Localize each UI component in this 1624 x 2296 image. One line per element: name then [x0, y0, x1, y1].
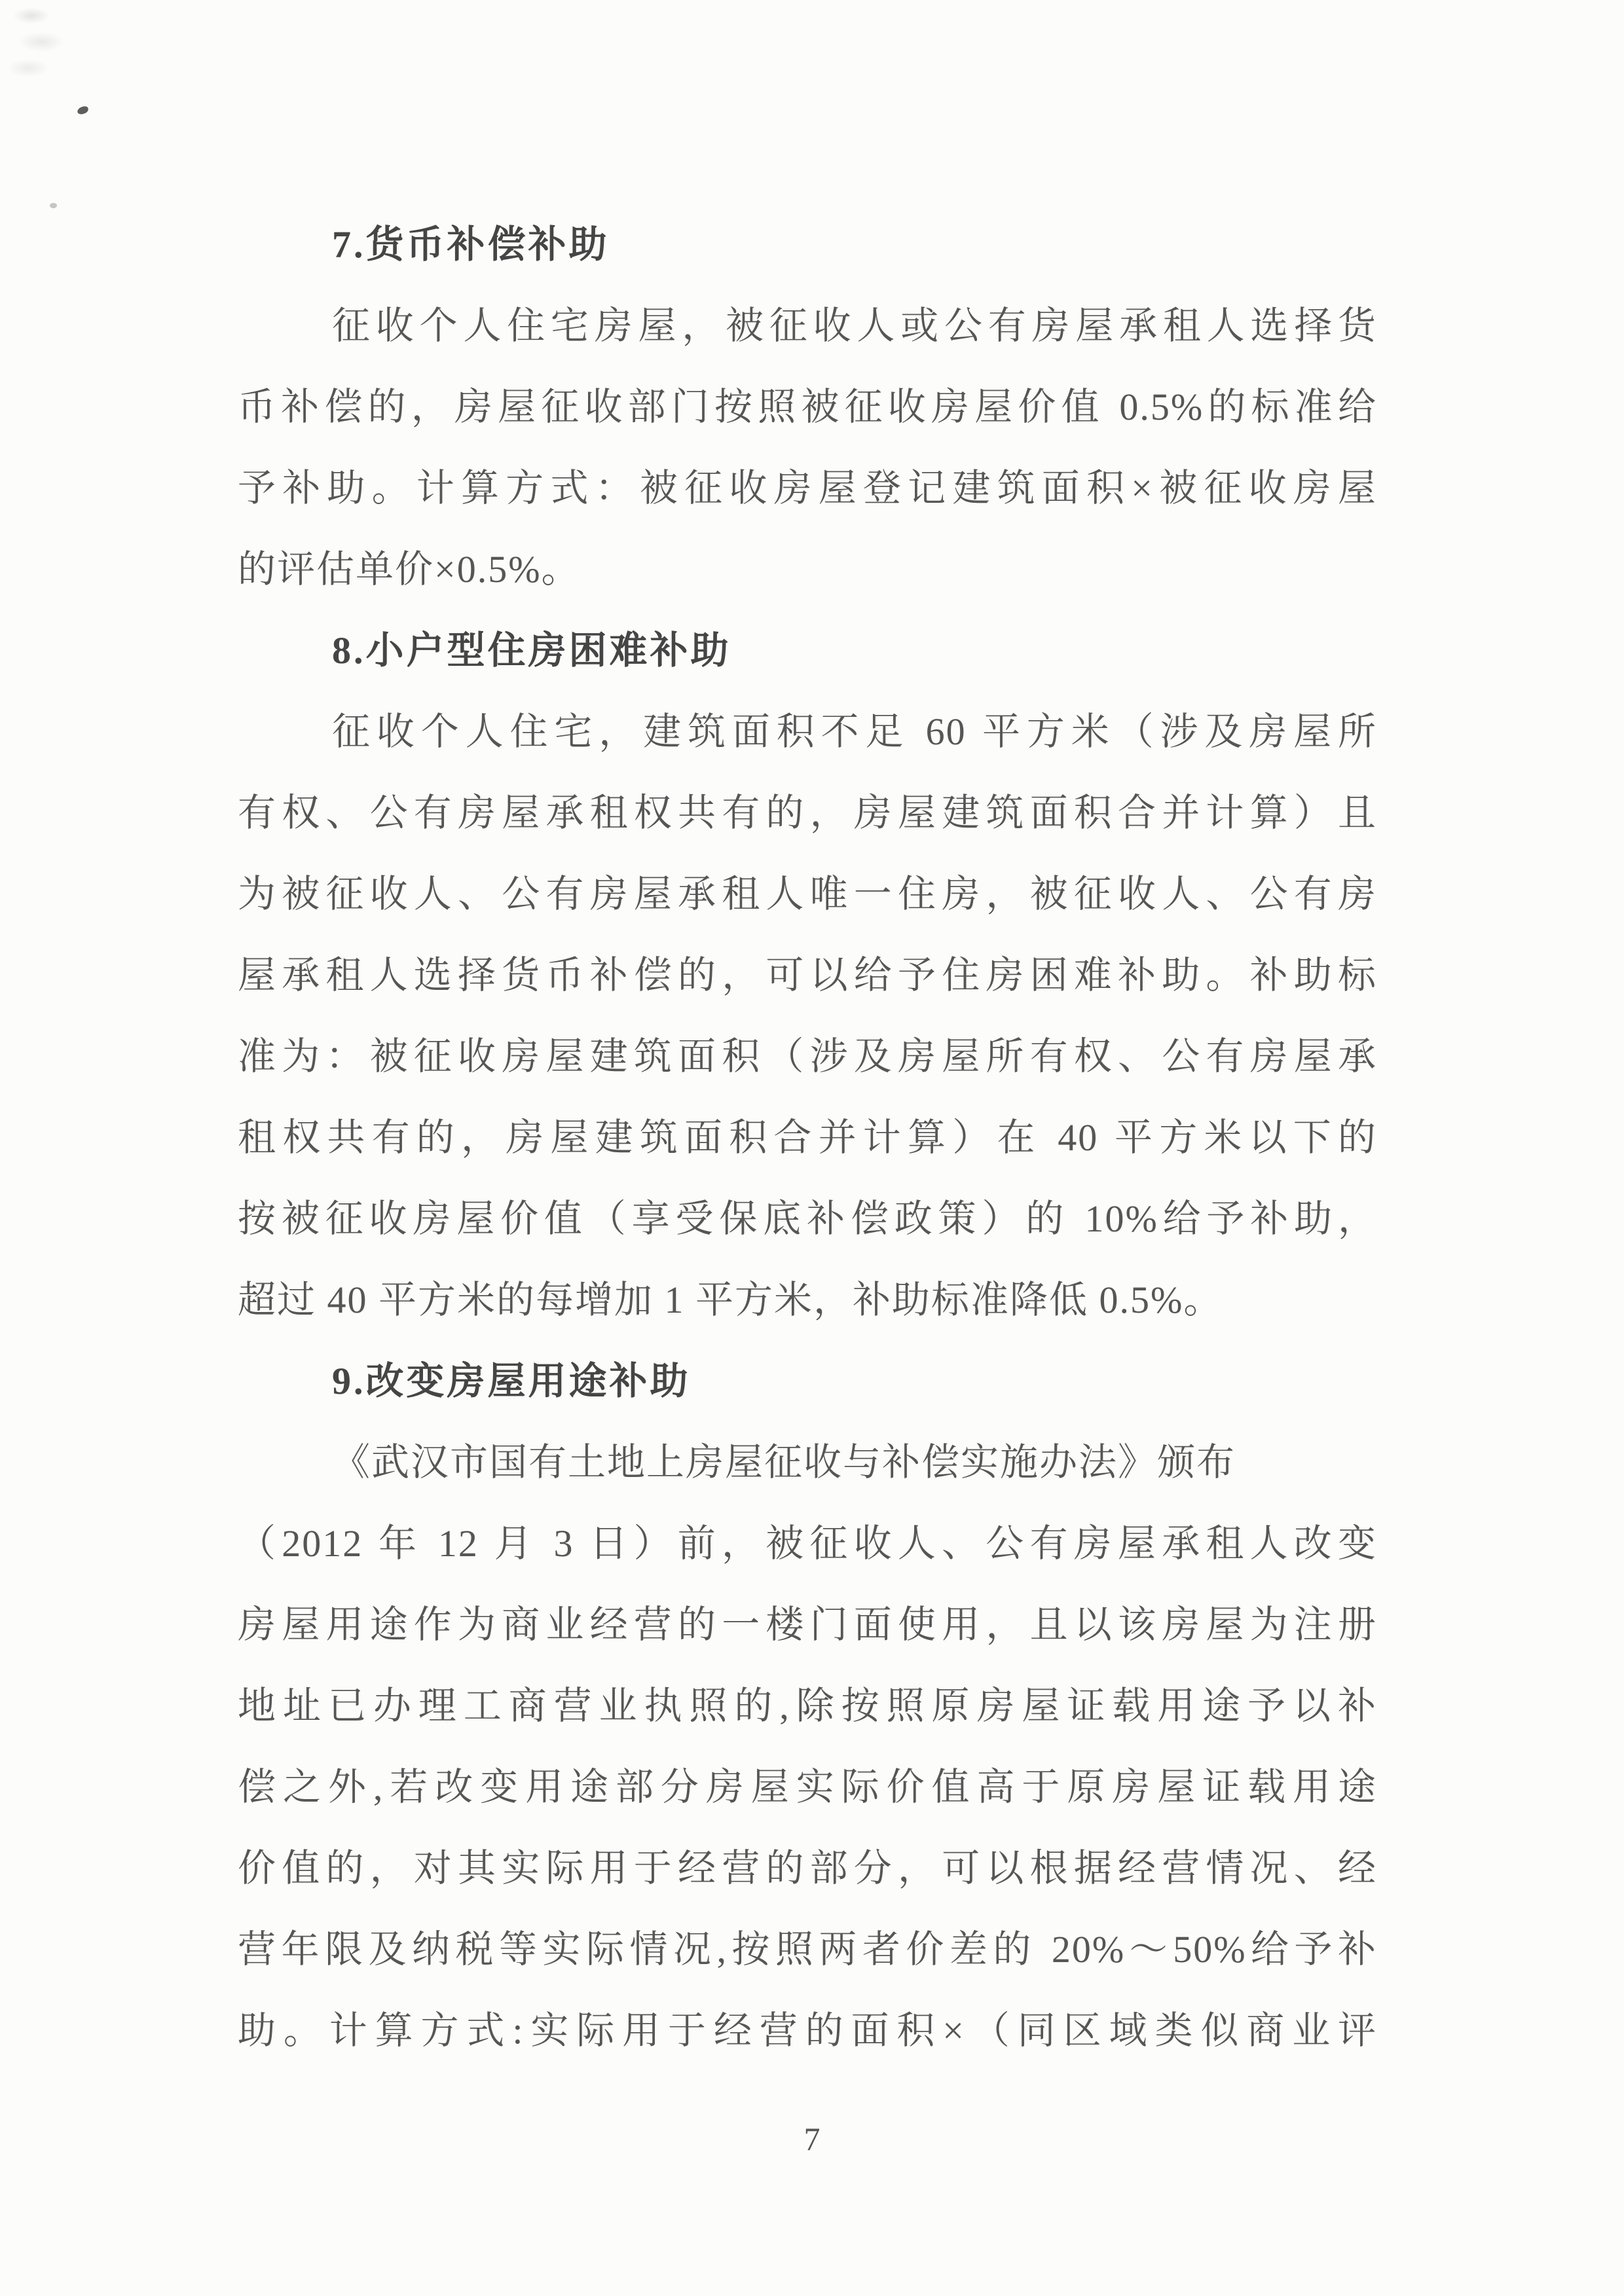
section-7-heading: 7.货币补偿补助 — [332, 223, 610, 266]
section-7-line: 币补偿的，房屋征收部门按照被征收房屋价值 0.5%的标准给 — [238, 386, 1377, 428]
section-9-line: 地址已办理工商营业执照的,除按照原房屋证载用途予以补 — [238, 1685, 1377, 1727]
section-8-line: 征收个人住宅，建筑面积不足 60 平方米（涉及房屋所 — [332, 710, 1377, 753]
section-9-line: 《武汉市国有土地上房屋征收与补偿实施办法》颁布 — [332, 1441, 1236, 1484]
section-7-line: 予补助。计算方式：被征收房屋登记建筑面积×被征收房屋 — [238, 467, 1377, 509]
section-9-line: 偿之外,若改变用途部分房屋实际价值高于原房屋证载用途 — [238, 1766, 1377, 1808]
section-9-line: 价值的，对其实际用于经营的部分，可以根据经营情况、经 — [238, 1847, 1377, 1889]
section-7-line: 征收个人住宅房屋，被征收人或公有房屋承租人选择货 — [332, 304, 1377, 347]
section-8-heading: 8.小户型住房困难补助 — [332, 629, 731, 672]
scan-speck-dark — [77, 105, 89, 115]
section-8-line: 租权共有的，房屋建筑面积合并计算）在 40 平方米以下的 — [238, 1116, 1377, 1159]
page-number: 7 — [803, 2121, 821, 2157]
scan-smudge — [5, 3, 84, 88]
section-9-line: 房屋用途作为商业经营的一楼门面使用，且以该房屋为注册 — [238, 1603, 1377, 1646]
section-9-line: 营年限及纳税等实际情况,按照两者价差的 20%～50%给予补 — [238, 1928, 1377, 1971]
section-9-heading: 9.改变房屋用途补助 — [332, 1360, 691, 1402]
section-8-line: 有权、公有房屋承租权共有的，房屋建筑面积合并计算）且 — [238, 792, 1377, 834]
section-8-line: 屋承租人选择货币补偿的，可以给予住房困难补助。补助标 — [238, 954, 1377, 996]
section-8-line: 准为：被征收房屋建筑面积（涉及房屋所有权、公有房屋承 — [238, 1035, 1377, 1078]
section-8-line: 按被征收房屋价值（享受保底补偿政策）的 10%给予补助， — [238, 1197, 1377, 1240]
section-7-line: 的评估单价×0.5%。 — [238, 548, 581, 591]
section-8-line: 为被征收人、公有房屋承租人唯一住房，被征收人、公有房 — [238, 873, 1377, 915]
scan-speck-faint — [50, 203, 57, 208]
document-body — [238, 204, 1377, 2071]
section-9-line: 助。计算方式:实际用于经营的面积×（同区域类似商业评 — [238, 2009, 1377, 2052]
section-8-line: 超过 40 平方米的每增加 1 平方米，补助标准降低 0.5%。 — [238, 1279, 1223, 1321]
section-9-line: （2012 年 12 月 3 日）前，被征收人、公有房屋承租人改变 — [238, 1522, 1377, 1565]
